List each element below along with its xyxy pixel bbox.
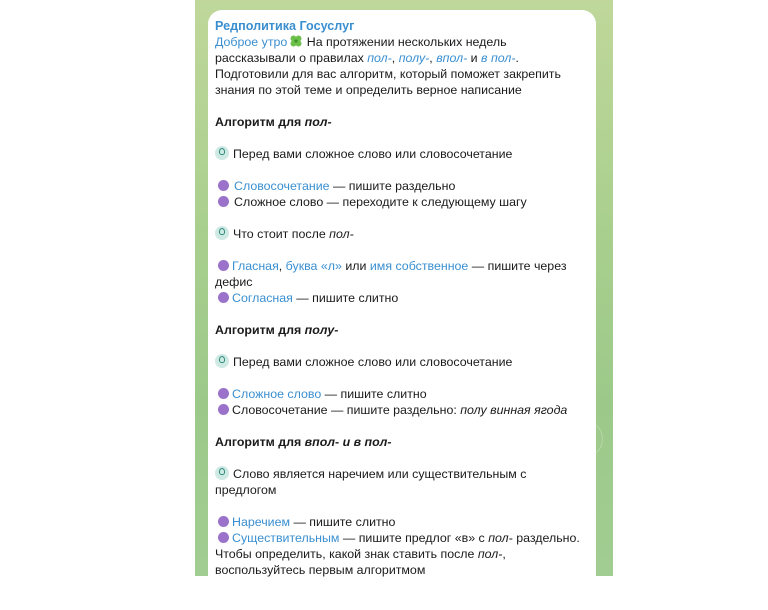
rule-link-pol[interactable]: пол- [367, 51, 392, 65]
step-option: Словосочетание — пишите раздельно [215, 178, 586, 194]
purple-circle-icon [218, 532, 229, 543]
step-question: Перед вами сложное слово или словосочетание [215, 354, 586, 370]
rule-link-vpol[interactable]: впол- [436, 51, 468, 65]
clover-icon [289, 34, 303, 48]
purple-circle-icon [218, 388, 229, 399]
step-option: Сложное слово — пишите слитно [215, 386, 586, 402]
intro-paragraph: Доброе утро На протяжении нескольких недель рассказывали о правилах пол-, полу-, впол- и в пол-. Подготовили для вас алгоритм, который поможет закрепить знания по этой теме и определить верное написание [215, 35, 561, 97]
step-option: Словосочетание — пишите раздельно: полу винная ягода [215, 402, 586, 418]
lightbulb-icon [215, 466, 229, 480]
section-heading: Алгоритм для полу- [215, 323, 339, 337]
purple-circle-icon [218, 516, 229, 527]
option-link[interactable]: Наречием [232, 515, 290, 529]
purple-circle-icon [218, 196, 229, 207]
message-bubble[interactable] [208, 10, 596, 610]
step-option: Наречием — пишите слитно [215, 514, 586, 530]
option-link[interactable]: Гласная [232, 259, 279, 273]
section-heading: Алгоритм для впол- и в пол- [215, 435, 392, 449]
option-link[interactable]: Существительным [232, 531, 340, 545]
rule-link-v-pol[interactable]: в пол- [481, 51, 516, 65]
lightbulb-icon [215, 354, 229, 368]
step-question: Перед вами сложное слово или словосочетание [215, 146, 586, 162]
lightbulb-icon [215, 146, 229, 160]
step-question: Слово является наречием или существительным с предлогом [215, 467, 527, 497]
purple-circle-icon [218, 180, 229, 191]
sender-name[interactable]: Редполитика Госуслуг [215, 19, 355, 33]
purple-circle-icon [218, 292, 229, 303]
rule-link-polu[interactable]: полу- [398, 51, 430, 65]
purple-circle-icon [218, 260, 229, 271]
step-question: Что стоит после пол- [215, 226, 586, 242]
option-link[interactable]: буква «л» [285, 259, 342, 273]
section-heading: Алгоритм для пол- [215, 115, 332, 129]
step-option: Сложное слово — переходите к следующему шагу [215, 194, 586, 210]
option-link[interactable]: имя собственное [369, 259, 469, 273]
option-link[interactable]: Словосочетание [234, 179, 330, 193]
greeting-link[interactable]: Доброе утро [215, 35, 288, 49]
lightbulb-icon [215, 226, 229, 240]
option-link[interactable]: Сложное слово [232, 387, 322, 401]
option-link[interactable]: Согласная [232, 291, 293, 305]
purple-circle-icon [218, 404, 229, 415]
step-option: Гласная, буква «л» или имя собственное — пишите через дефис [215, 259, 567, 289]
step-option: Существительным — пишите предлог «в» с пол- раздельно. Чтобы определить, какой знак ставить после пол-, воспользуйтесь первым алгоритмом [215, 531, 580, 577]
step-option: Согласная — пишите слитно [215, 290, 586, 306]
